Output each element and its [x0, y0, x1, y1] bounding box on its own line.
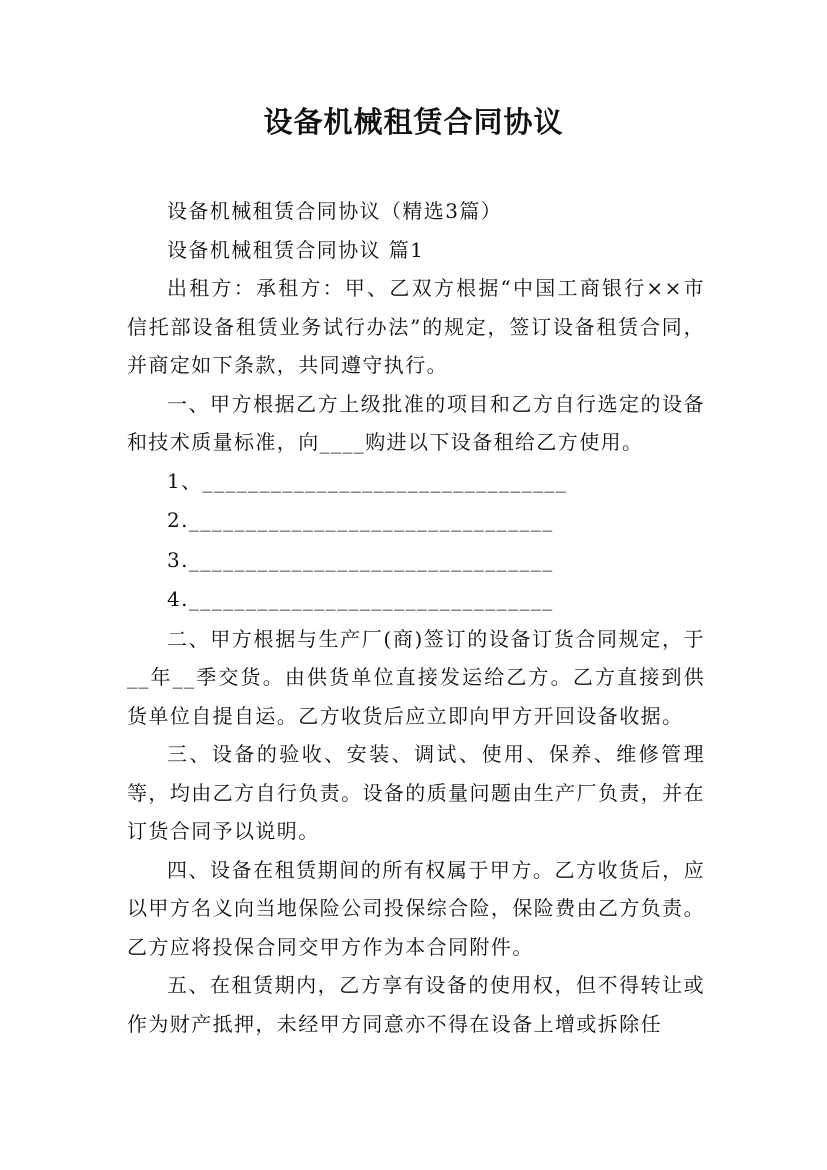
paragraph-clause-5: 五、在租赁期内，乙方享有设备的使用权，但不得转让或作为财产抵押，未经甲方同意亦不得在设备上增或拆除任	[127, 973, 705, 1036]
paragraph-subtitle: 设备机械租赁合同协议（精选3篇）	[167, 199, 503, 223]
paragraph-clause-3: 三、设备的验收、安装、调试、使用、保养、维修管理等，均由乙方自行负责。设备的质量问题由生产厂负责，并在订货合同予以说明。	[127, 742, 705, 843]
paragraph-clause-1: 一、甲方根据乙方上级批准的项目和乙方自行选定的设备和技术质量标准，向____购进以下设备租给乙方使用。	[127, 391, 705, 454]
paragraph-clause-4: 四、设备在租赁期间的所有权属于甲方。乙方收货后，应以甲方名义向当地保险公司投保综合险，保险费由乙方负责。乙方应将投保合同交甲方作为本合同附件。	[127, 857, 705, 959]
document-title: 设备机械租赁合同协议	[263, 105, 564, 139]
paragraph-clause-2: 二、甲方根据与生产厂(商)签订的设备订货合同规定，于__年__季交货。由供货单位直接发运给乙方。乙方直接到供货单位自提自运。乙方收货后应立即向甲方开回设备收据。	[127, 626, 705, 728]
paragraph-preamble: 出租方：承租方：甲、乙双方根据“中国工商银行××市信托部设备租赁业务试行办法”的规定，签订设备租赁合同，并商定如下条款，共同遵守执行。	[127, 276, 705, 377]
blank-line-2: 2.________________________________	[167, 508, 554, 532]
document-body	[127, 192, 705, 1043]
blank-line-4: 4.________________________________	[167, 587, 554, 611]
paragraph-part-heading: 设备机械租赁合同协议 篇1	[167, 237, 425, 262]
blank-line-1: 1、________________________________	[167, 468, 568, 493]
blank-line-3: 3.________________________________	[167, 547, 554, 572]
